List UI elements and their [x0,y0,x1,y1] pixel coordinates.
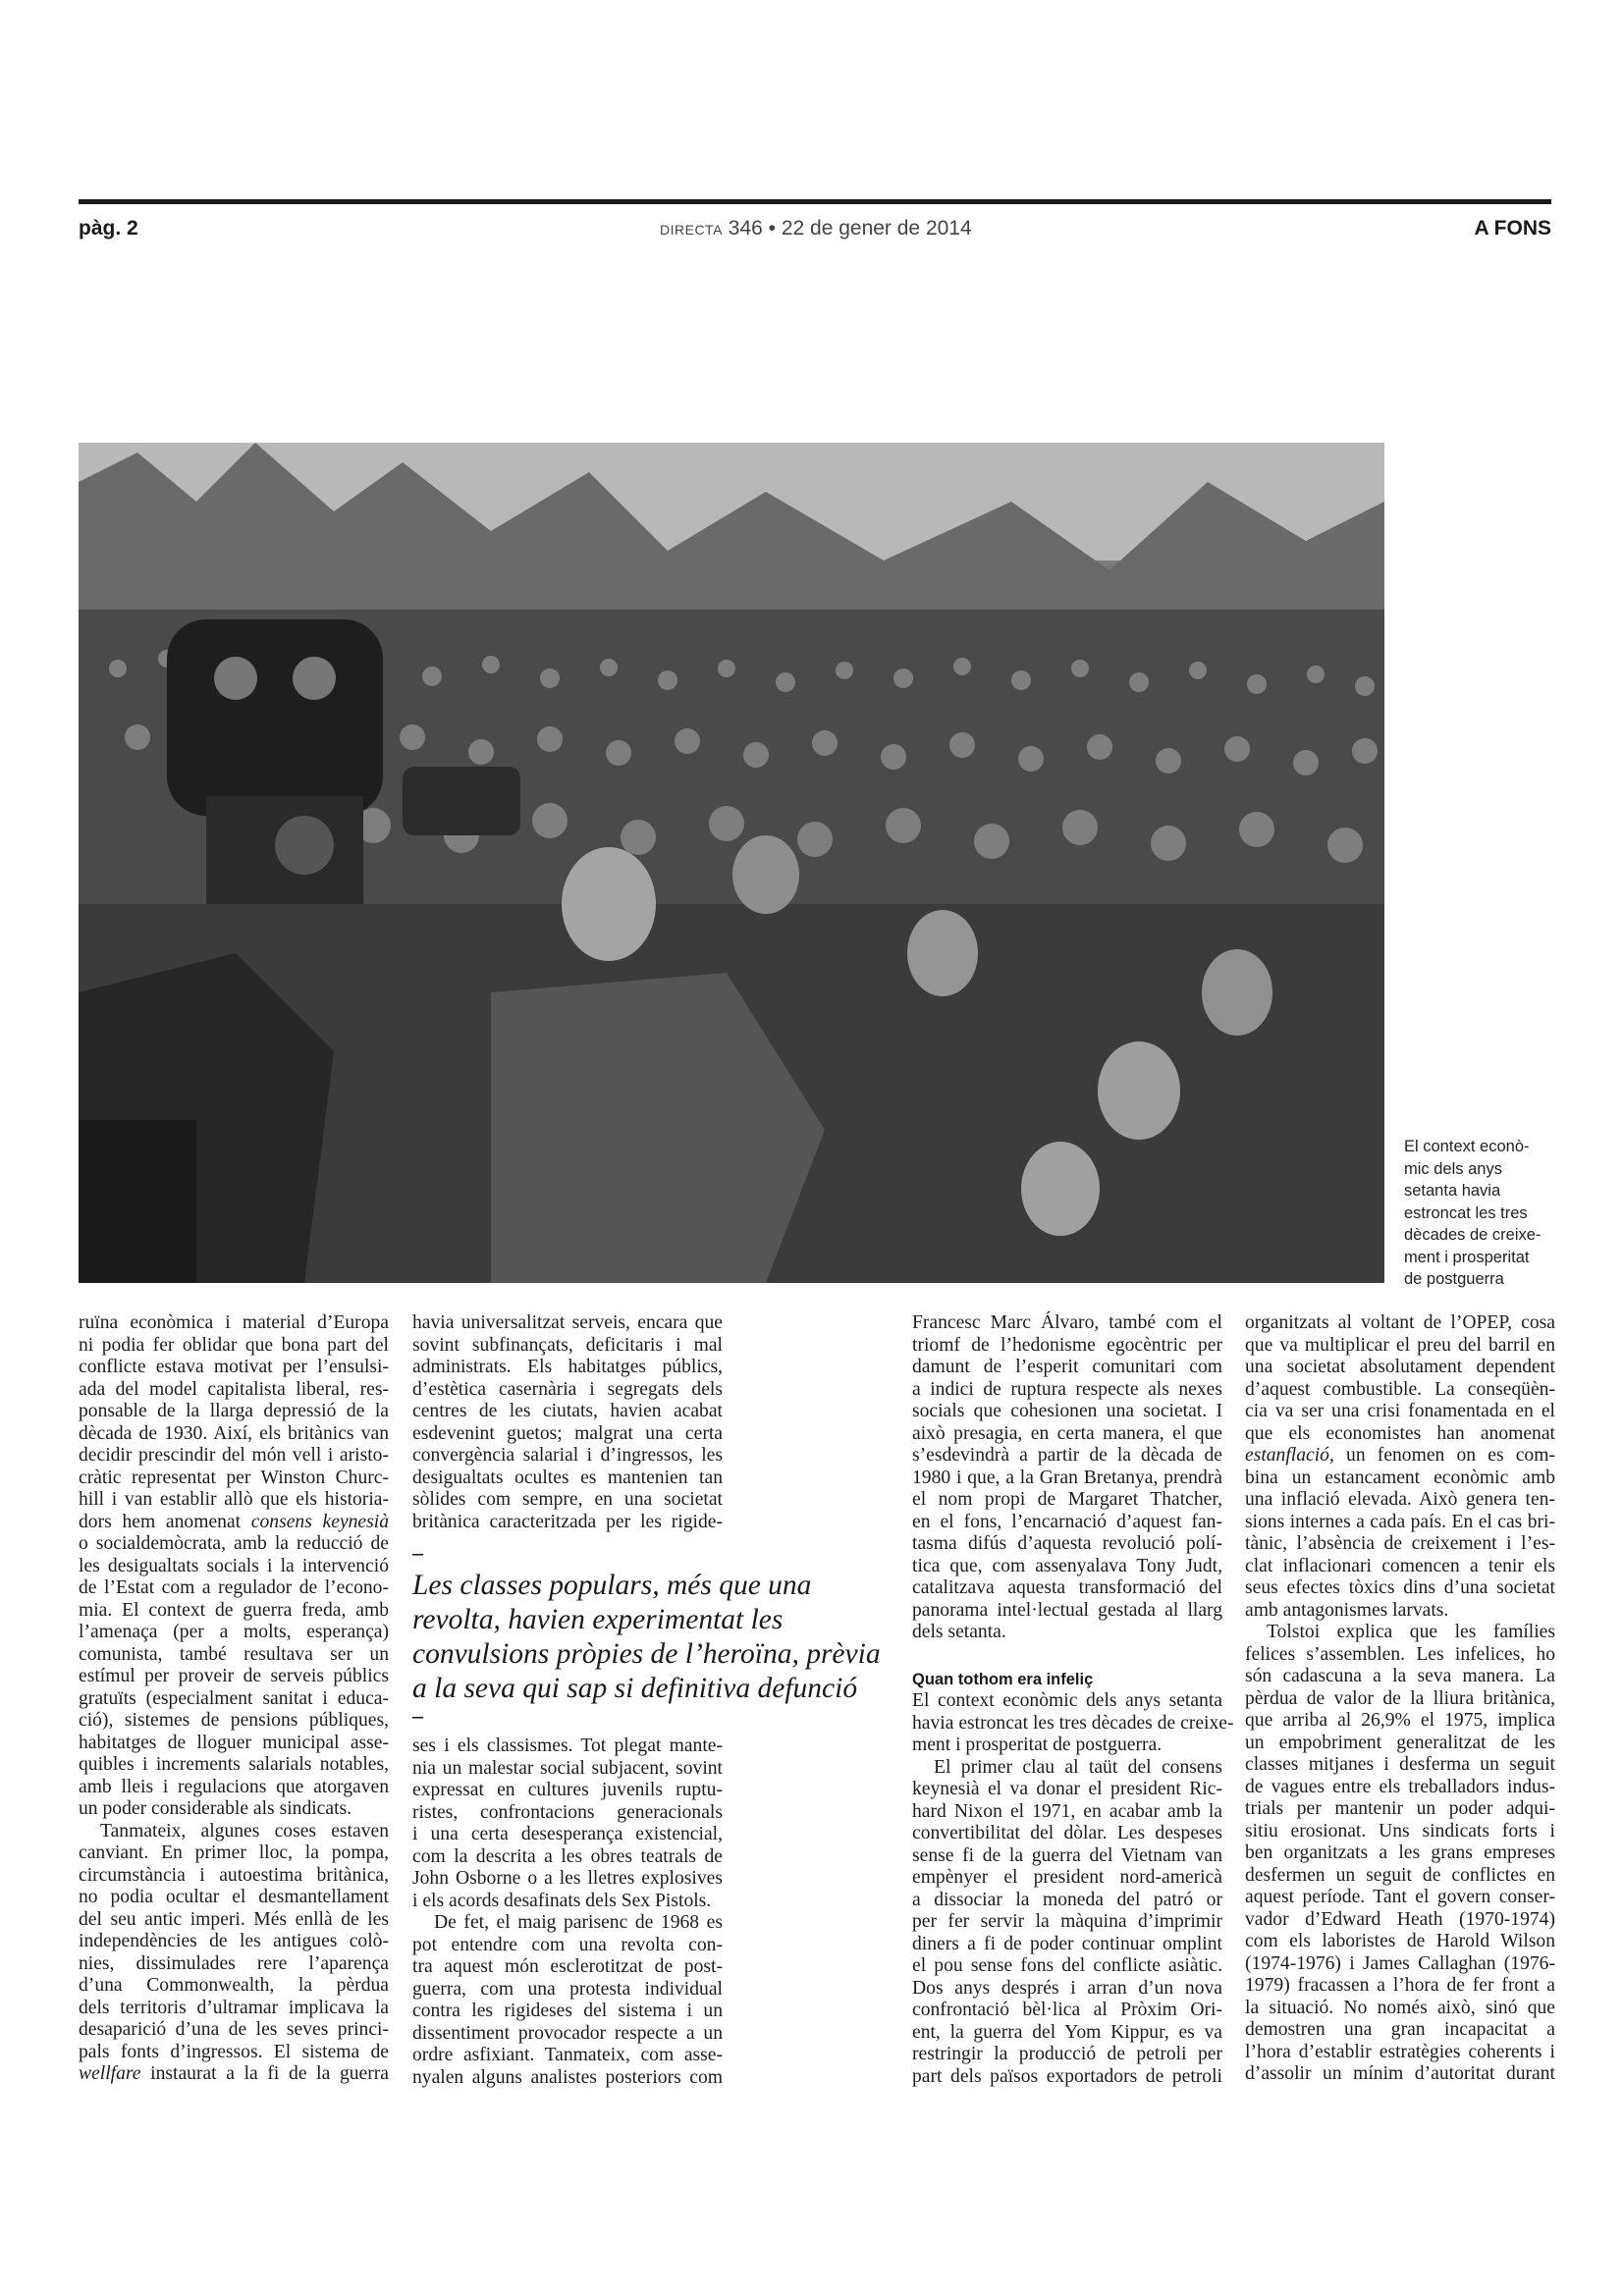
body-line: felices s’assemblen. Les infelices, ho [1245,1643,1555,1665]
body-line: Tanmateix, algunes coses estaven [100,1820,389,1842]
body-line: desfermen un seguit de conflictes en [1245,1864,1555,1886]
body-line: hill i van establir allò que els historia- [79,1489,389,1510]
body-line: triomf de l’hedonisme egocèntric per [912,1334,1222,1356]
header-rule [79,199,1551,204]
body-line: Francesc Marc Álvaro, també com el [912,1312,1222,1333]
body-line: del seu antic imperi. Més enllà de les [79,1908,389,1930]
body-line: De fet, el maig parisenc de 1968 es [434,1912,723,1933]
body-line: quibles i increments salarials notables, [79,1754,389,1775]
column-2-top [412,1312,723,1533]
body-line: ent, la guerra del Yom Kippur, es va [912,2021,1222,2043]
body-line: dissentiment provocador respecte a un [412,2022,723,2044]
column-2-bottom [412,1735,723,2089]
body-line: amb lleis i regulacions que atorgaven [79,1776,389,1797]
body-line: sovint subfinançats, deficitaris i mal [412,1334,723,1356]
body-line: pot entendre com una revolta con- [412,1934,723,1955]
body-line: i els acords desafinats dels Sex Pistols. [412,1890,712,1911]
body-line: restringir la producció de petroli per [912,2044,1222,2064]
body-line: com la descrita a les obres teatrals de [412,1845,723,1867]
body-line: el nom propi de Margaret Thatcher, [912,1489,1222,1510]
body-line: britànica caracteritzada per les rigide- [412,1511,723,1532]
quote-line: convulsions pròpies de l’heroïna, prèvia [412,1638,881,1670]
photo-caption [1404,1136,1551,1291]
body-line: i una certa desesperança existencial, [412,1824,723,1844]
body-line: nies, dissimulades rere l’aparença [79,1952,389,1974]
body-line: ordre asfixiant. Tanmateix, com asse- [412,2045,723,2065]
body-line: administrats. Els habitatges públics, [412,1357,723,1377]
body-line: dels setanta. [912,1622,1006,1642]
body-line: que va multiplicar el preu del barril en [1245,1334,1555,1356]
body-line: la situació. No només això, sinó que [1245,1997,1555,2018]
body-line: estanflació, un fenomen on es com- [1245,1445,1555,1466]
body-line: empènyer el president nord-americà [912,1867,1222,1888]
caption-line: de postguerra [1404,1270,1504,1288]
body-line: convertibilitat del dòlar. Les despeses [912,1823,1222,1843]
body-line: d’estètica casernària i segregats dels [412,1378,723,1400]
body-line: hard Nixon el 1971, en acabar amb la [912,1800,1222,1822]
body-line: guerra, com una protesta individual [412,1978,723,2000]
body-line: El context econòmic dels anys setanta [912,1690,1222,1711]
body-line: o socialdemòcrata, amb la reducció de [79,1533,389,1554]
body-line: desigualtats ocultes es mantenien tan [412,1467,723,1488]
body-line: keynesià el va donar el president Ric- [912,1779,1222,1799]
body-line: conflicte estava motivat per l’ensulsi- [79,1357,389,1377]
column-1 [79,1312,389,2086]
body-line: vador d’Edward Heath (1970-1974) [1245,1908,1555,1930]
body-line: nyalen alguns analistes posteriors com [412,2066,723,2088]
section-name: A FONS [1474,217,1551,240]
body-line: pèrdua de valor de la lliura britànica, [1245,1687,1555,1709]
body-line: de vagues entre els treballadors indus- [1245,1776,1555,1797]
body-line: (1974-1976) i James Callaghan (1976- [1245,1952,1555,1974]
quote-line: revolta, havien experimentat les [412,1604,784,1635]
column-3-bottom [912,1690,1234,2088]
body-line: ben organitzats a les grans empreses [1245,1842,1555,1863]
body-line: l’amenaça (per a molts, esperança) [79,1622,389,1642]
quote-line: Les classes populars, més que una [412,1570,812,1601]
body-line: tra aquest món esclerotitzat de post- [412,1956,723,1977]
pullquote-top-dash: – [412,1540,423,1565]
body-line: d’aquest combustible. La conseqüèn- [1245,1378,1555,1400]
body-line: el pou sense fons del conflicte asiàtic. [912,1955,1222,1976]
body-line: ses i els classismes. Tot plegat mante- [412,1735,723,1756]
body-line: esdevenint guetos; malgrat una certa [412,1422,723,1444]
body-line: una societat absolutament dependent [1245,1357,1555,1377]
body-line: seus efectes tòxics dins d’una societat [1245,1577,1555,1598]
body-line: desaparició d’una de les seves princi- [79,2019,389,2040]
body-line: això presagia, en certa manera, el que [912,1422,1222,1444]
section-subheading: Quan tothom era infeliç [912,1671,1094,1688]
body-line: demostren una gran incapacitat a [1245,2019,1555,2040]
body-line: catalitzava aquesta transformació del [912,1577,1222,1598]
body-line: sòlides com sempre, en una societat [412,1489,723,1510]
body-line: de l’Estat com a regulador de l’econo- [79,1577,389,1598]
body-line: Dos anys després i arran d’un nova [912,1977,1222,1999]
body-line: dècada de 1930. Així, els britànics van [79,1422,389,1444]
body-line: un empobriment generalitzat de les [1245,1732,1555,1753]
body-line: ruïna econòmica i material d’Europa [79,1312,389,1333]
body-line: gratuïts (especialment sanitat i educa- [79,1687,389,1709]
caption-line: mic dels anys [1404,1159,1502,1178]
pullquote-bottom-dash: – [412,1703,423,1728]
page-number: pàg. 2 [79,217,138,240]
body-line: comunista, també resultava ser un [79,1643,389,1665]
caption-line: El context econò- [1404,1138,1530,1155]
body-line: tasma difús d’aquesta revolució polí- [912,1533,1222,1554]
body-line: una inflació elevada. Això genera ten- [1245,1489,1555,1510]
body-line: sitiu erosionat. Uns sindicats forts i [1245,1820,1555,1842]
body-line: dels territoris d’ultramar implicava la [79,1997,389,2018]
crowd-photo [79,443,1384,1283]
body-line: sense fi de la guerra del Vietnam van [912,1844,1222,1866]
body-line: tica que, com assenyalava Tony Judt, [912,1555,1222,1576]
body-line: habitatges de lloguer municipal asse- [79,1732,389,1753]
body-line: havia estroncat les tres dècades de creixe- [912,1712,1234,1734]
body-line: 1980 i que, a la Gran Bretanya, prendrà [912,1467,1222,1488]
column-4 [1245,1312,1555,2086]
body-line: d’assolir un mínim d’autoritat durant [1245,2063,1555,2084]
body-line: El primer clau al taüt del consens [934,1756,1222,1778]
body-line: nia un malestar social subjacent, sovint [412,1757,723,1779]
caption-line: estroncat les tres [1404,1203,1528,1222]
body-line: són cadascuna a la seva manera. La [1245,1666,1555,1686]
body-line: canviant. En primer lloc, la pompa, [79,1842,389,1863]
body-line: panorama intel·lectual gestada al llarg [912,1599,1222,1621]
body-line: independències de les antigues colò- [79,1931,389,1951]
body-line: d’una Commonwealth, la pèrdua [79,1975,389,1996]
body-line: sions internes a cada país. En el cas bri- [1245,1511,1555,1532]
body-line: aquest període. Tant el govern conser- [1245,1887,1555,1907]
caption-line: ment i prosperitat [1404,1248,1530,1266]
body-line: en el fons, l’encarnació d’aquest fan- [912,1511,1222,1532]
body-line: diners a fi de poder continuar omplint [912,1933,1222,1954]
body-line: les desigualtats socials i la intervenció [79,1555,389,1576]
body-line: John Osborne o a les lletres explosives [412,1868,723,1889]
body-line: organitzats al voltant de l’OPEP, cosa [1245,1312,1555,1333]
body-line: decidir prescindir del món vell i aristo- [79,1445,389,1466]
body-line: l’hora d’establir estratègies coherents i [1245,2041,1555,2062]
body-line: clat inflacionari comencen a tenir els [1245,1555,1555,1576]
body-line: pals fonts d’ingressos. El sistema de [79,2041,389,2062]
body-line: socials que cohesionen una societat. I [912,1401,1222,1421]
column-3-top [912,1312,1222,1644]
body-line: que els economistes han anomenat [1245,1422,1555,1444]
body-line: no podia ocultar el desmantellament [79,1887,389,1907]
body-line: wellfare instaurat a la fi de la guerra [79,2063,389,2084]
body-line: mia. El context de guerra freda, amb [79,1599,389,1621]
body-line: ristes, confrontacions generacionals [412,1801,723,1823]
body-line: circumstància i autoestima britànica, [79,1864,389,1886]
body-line: contra les rigideses del sistema i un [412,2001,723,2021]
caption-line: setanta havia [1404,1182,1501,1200]
body-line: a indici de ruptura respecte als nexes [912,1378,1222,1400]
body-line: 1979) fracassen a l’hora de fer front a [1245,1975,1555,1996]
body-line: amb antagonismes larvats. [1245,1599,1449,1621]
body-line: convergència salarial i d’ingressos, les [412,1445,723,1466]
body-line: ció), sistemes de pensions públiques, [79,1710,389,1731]
body-line: com els laboristes de Harold Wilson [1245,1931,1555,1951]
caption-line: dècades de creixe- [1404,1226,1542,1244]
body-line: que arriba al 26,9% el 1975, implica [1245,1710,1555,1731]
body-line: un poder considerable als sindicats. [79,1798,352,1819]
pull-quote [412,1569,881,1706]
issue-date: 346 • 22 de gener de 2014 [728,217,972,240]
body-line: trials per mantenir un poder adqui- [1245,1798,1555,1819]
body-line: tànic, l’absència de creixement i l’es- [1245,1533,1555,1554]
body-line: Tolstoi explica que les famílies [1267,1622,1555,1642]
quote-line: a la seva qui sap si definitiva defunció [412,1673,858,1704]
body-line: havia universalitzat serveis, encara que [412,1312,723,1333]
masthead [660,214,974,244]
body-line: per fer servir la màquina d’imprimir [912,1911,1222,1932]
paper-name: DIRECTA [660,222,723,238]
body-line: damunt de l’esperit comunitari com [912,1357,1222,1377]
body-line: ada del model capitalista liberal, res- [79,1378,389,1400]
body-line: ni podia fer oblidar que bona part del [79,1334,389,1356]
body-line: dors hem anomenat consens keynesià [79,1511,389,1532]
body-line: cràtic representat per Winston Churc- [79,1467,389,1488]
body-line: confrontació bèl·lica al Pròxim Ori- [912,2000,1222,2020]
body-line: ment i prosperitat de postguerra. [912,1735,1163,1755]
body-line: part dels països exportadors de petroli [912,2065,1222,2087]
crowd-photo-drawing [79,443,1384,1283]
body-line: classes mitjanes i desferma un seguit [1245,1754,1555,1775]
body-line: cia va ser una crisi fonamentada en el [1245,1401,1555,1421]
body-line: centres de les ciutats, havien acabat [412,1401,723,1421]
body-line: s’esdevindrà a partir de la dècada de [912,1445,1222,1466]
body-line: a dissociar la moneda del patró or [912,1889,1222,1910]
body-line: estímul per proveir de serveis públics [79,1666,389,1686]
body-line: expressat en cultures juvenils ruptu- [412,1780,723,1800]
body-line: bina un estancament econòmic amb [1245,1467,1555,1488]
body-line: ponsable de la llarga depressió de la [79,1401,389,1421]
